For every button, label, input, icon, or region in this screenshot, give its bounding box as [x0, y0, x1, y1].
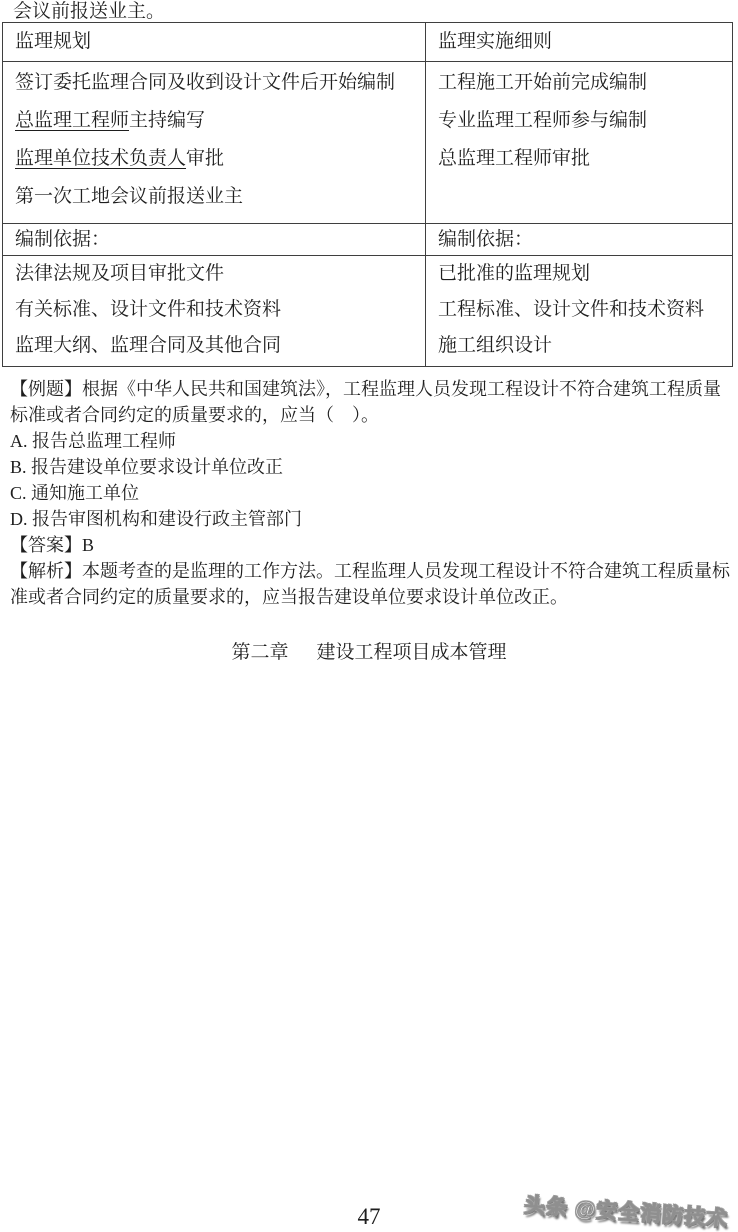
header-cell-shishi-xize	[426, 23, 733, 62]
header-cell-jianli-guihua	[3, 23, 426, 62]
table-line	[15, 178, 419, 216]
table-line: 工程标准、设计文件和技术资料	[438, 299, 705, 320]
header-label: 监理规划	[15, 31, 92, 52]
example-question-block	[10, 376, 730, 610]
line-text: 审批	[186, 148, 225, 169]
table-basis-row	[3, 256, 733, 367]
table-header-row	[3, 23, 733, 62]
table-process-row	[3, 62, 733, 224]
table-line: 有关标准、设计文件和技术资料	[15, 299, 282, 320]
basis-label: 编制依据：	[15, 229, 111, 250]
option-d: D. 报告审图机构和建设行政主管部门	[10, 509, 302, 529]
process-cell-right	[426, 62, 733, 224]
page-number: 47	[357, 1204, 381, 1229]
chapter-number: 第二章	[231, 642, 289, 663]
table-basis-label-row	[3, 224, 733, 256]
option-a: A. 报告总监理工程师	[10, 431, 176, 451]
underlined-term: 监理单位技术负责人	[15, 148, 187, 169]
question-stem: 【例题】根据《中华人民共和国建筑法》，工程监理人员发现工程设计不符合建筑工程质量标准或者合同约定的质量要求的，应当（ ）。	[10, 379, 721, 425]
table-line: 法律法规及项目审批文件	[15, 263, 225, 284]
supervision-comparison-table	[2, 22, 733, 367]
basis-cell-right	[426, 256, 733, 367]
option-b: B. 报告建设单位要求设计单位改正	[10, 457, 284, 477]
table-line: 已批准的监理规划	[438, 263, 591, 284]
process-cell-left	[3, 62, 426, 224]
line-text: 第一次工地会议前报送业主	[15, 186, 244, 207]
answer-line: 【答案】B	[10, 535, 95, 555]
table-line	[15, 140, 419, 178]
line-text: 主持编写	[129, 110, 206, 131]
chapter-heading	[0, 641, 738, 665]
table-line: 总监理工程师审批	[438, 148, 591, 169]
table-line	[15, 102, 419, 140]
table-line: 工程施工开始前完成编制	[438, 72, 648, 93]
line-text: 签订委托监理合同及收到设计文件后开始编制	[15, 72, 396, 93]
basis-label: 编制依据：	[438, 229, 534, 250]
toutiao-watermark: 头条 @安全消防技术	[523, 1193, 729, 1232]
underlined-term: 总监理工程师	[15, 110, 130, 131]
option-c: C. 通知施工单位	[10, 483, 140, 503]
table-line: 施工组织设计	[438, 335, 553, 356]
table-line	[15, 64, 419, 102]
basis-label-cell-right	[426, 224, 733, 256]
table-line: 专业监理工程师参与编制	[438, 110, 648, 131]
basis-label-cell-left	[3, 224, 426, 256]
chapter-title: 建设工程项目成本管理	[316, 642, 507, 663]
header-label: 监理实施细则	[438, 31, 553, 52]
lead-paragraph: 会议前报送业主。	[13, 1, 166, 22]
analysis-paragraph: 【解析】本题考查的是监理的工作方法。工程监理人员发现工程设计不符合建筑工程质量标准或者合同约定的质量要求的，应当报告建设单位要求设计单位改正。	[10, 561, 730, 607]
basis-cell-left	[3, 256, 426, 367]
table-line: 监理大纲、监理合同及其他合同	[15, 335, 282, 356]
